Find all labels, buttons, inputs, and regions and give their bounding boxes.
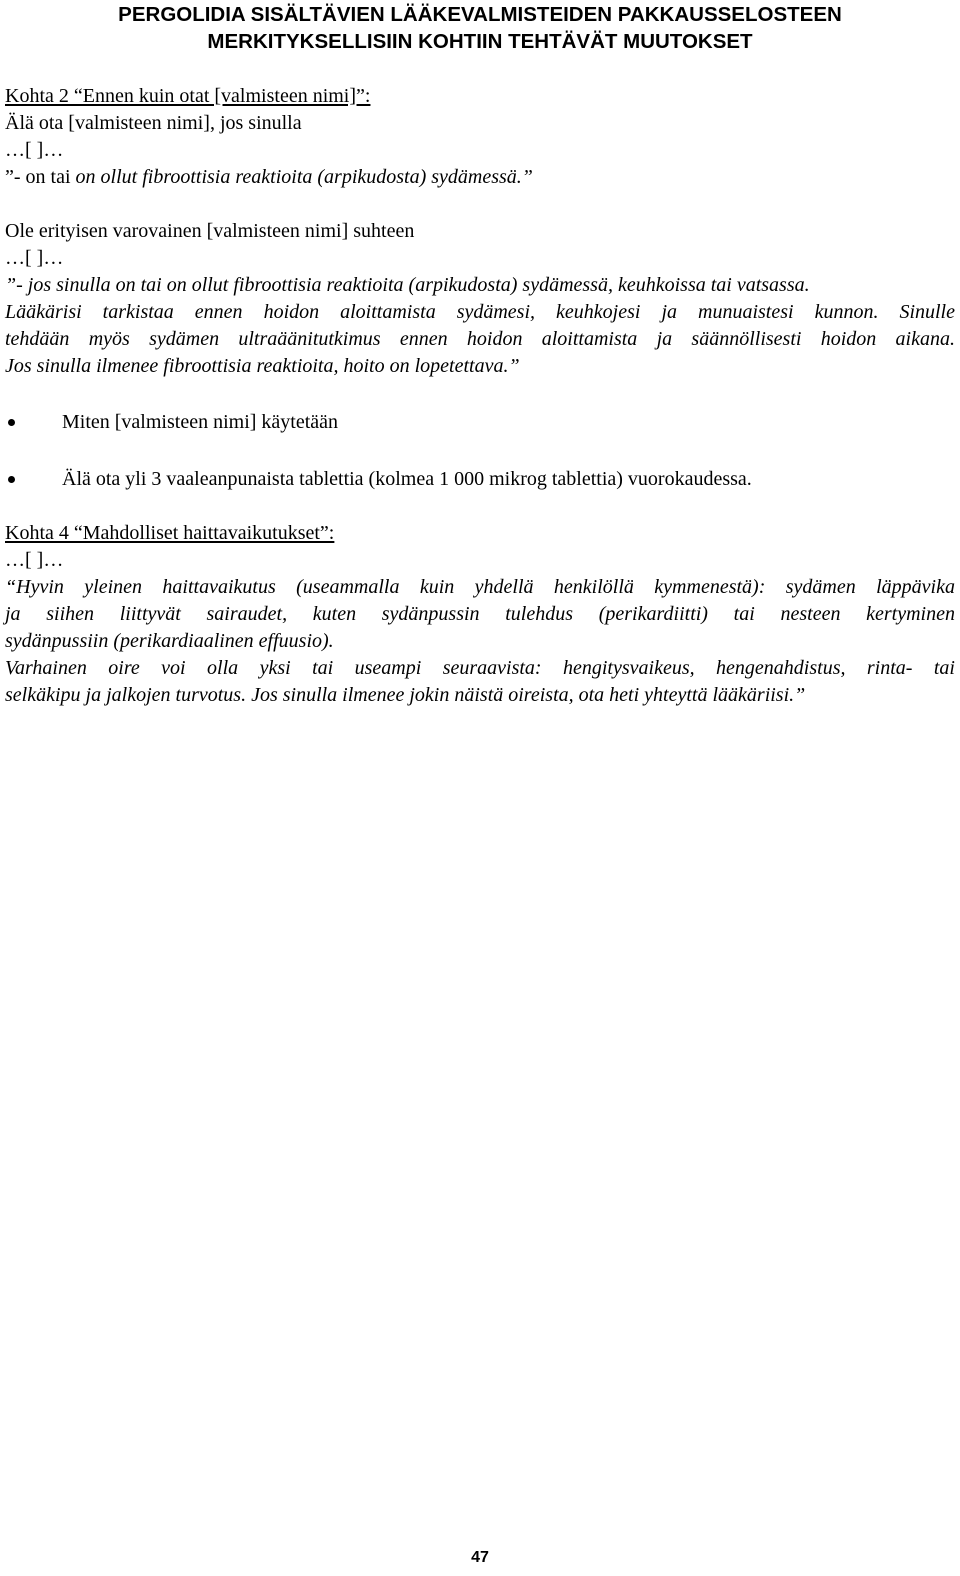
section-2-item-prefix: ”- on tai xyxy=(5,166,76,188)
section-4-line: selkäkipu ja jalkojen turvotus. Jos sinulla ilmenee jokin näistä oireista, ota heti yhteyttä lääkäriisi.” xyxy=(5,684,806,706)
care-line: tehdään myös sydämen ultraäänitutkimus ennen hoidon aloittamista ja säännöllisesti hoidon aikana. xyxy=(5,328,955,350)
care-line: Lääkärisi tarkistaa ennen hoidon aloittamista sydämesi, keuhkojesi ja munuaistesi kunnon. Sinulle xyxy=(5,301,955,323)
document-heading-line-1: PERGOLIDIA SISÄLTÄVIEN LÄÄKEVALMISTEIDEN PAKKAUSSELOSTEEN xyxy=(118,3,842,26)
bullet-icon xyxy=(8,419,15,426)
section-4-line: Varhainen oire voi olla yksi tai useampi seuraavista: hengitysvaikeus, hengenahdistus, rinta- tai xyxy=(5,657,955,679)
section-2-ellipsis: …[ ]… xyxy=(5,139,64,161)
section-4-title: Kohta 4 “Mahdolliset haittavaikutukset”: xyxy=(5,522,335,544)
bullet-text: Miten [valmisteen nimi] käytetään xyxy=(62,411,339,433)
bullet-item xyxy=(0,466,960,493)
document-heading-line-2: MERKITYKSELLISIIN KOHTIIN TEHTÄVÄT MUUTOKSET xyxy=(207,30,753,53)
bullet-item xyxy=(0,409,960,436)
care-line: Jos sinulla ilmenee fibroottisia reaktioita, hoito on lopetettava.” xyxy=(5,355,520,377)
section-4-line: ja siihen liittyvät sairaudet, kuten sydänpussin tulehdus (perikardiitti) tai nesteen kertyminen xyxy=(5,603,955,625)
section-2-item xyxy=(5,164,533,191)
bullet-text: Älä ota yli 3 vaaleanpunaista tablettia (kolmea 1 000 mikrog tablettia) vuorokaudessa. xyxy=(62,468,752,490)
bullet-icon xyxy=(8,476,15,483)
section-4-line: “Hyvin yleinen haittavaikutus (useammalla kuin yhdellä henkilöllä kymmenestä): sydämen läppävika xyxy=(5,576,955,598)
care-title: Ole erityisen varovainen [valmisteen nimi] suhteen xyxy=(5,220,415,242)
care-line: ”- jos sinulla on tai on ollut fibroottisia reaktioita (arpikudosta) sydämessä, keuhkoissa tai vatsassa. xyxy=(5,274,810,296)
section-2-item-italic: on ollut fibroottisia reaktioita (arpikudosta) sydämessä.” xyxy=(75,166,533,188)
section-2-intro: Älä ota [valmisteen nimi], jos sinulla xyxy=(5,112,302,134)
section-4-line: sydänpussiin (perikardiaalinen effuusio). xyxy=(5,630,334,652)
section-4-ellipsis: …[ ]… xyxy=(5,549,64,571)
section-2-title: Kohta 2 “Ennen kuin otat [valmisteen nimi]”: xyxy=(5,85,371,107)
care-ellipsis: …[ ]… xyxy=(5,247,64,269)
page-number: 47 xyxy=(471,1549,489,1566)
